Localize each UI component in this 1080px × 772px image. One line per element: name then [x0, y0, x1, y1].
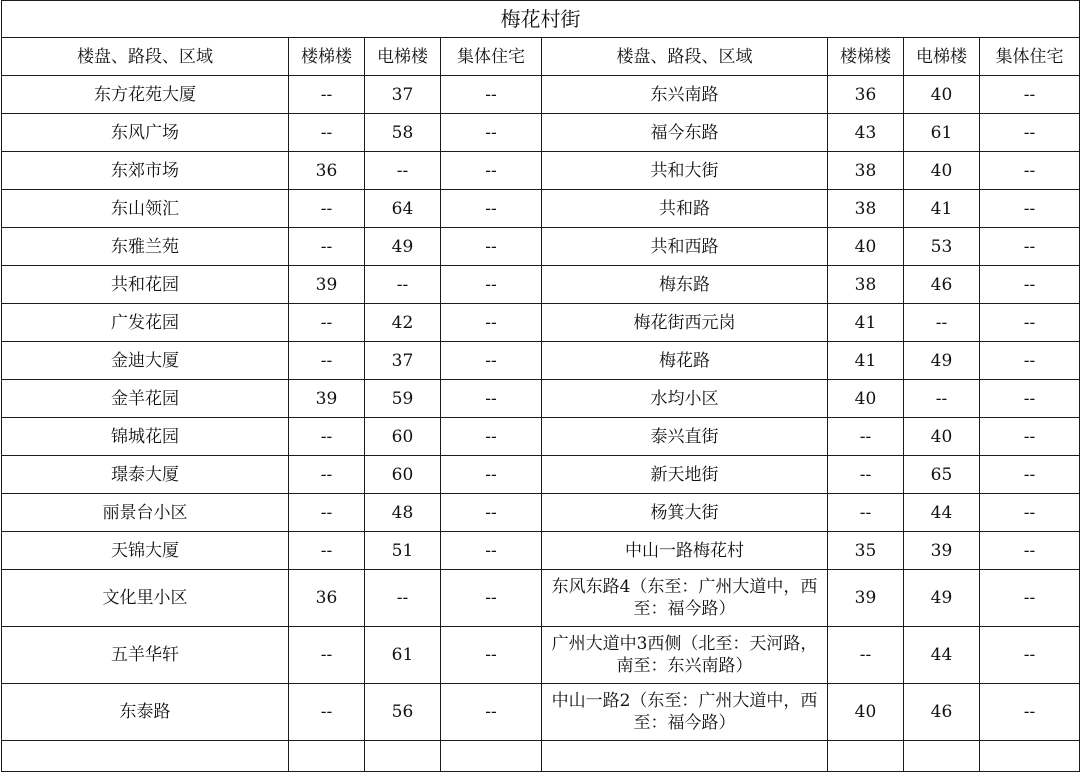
- header-cell: 楼梯楼: [289, 38, 365, 76]
- header-cell: 楼盘、路段、区域: [2, 38, 289, 76]
- table-cell: --: [441, 418, 542, 456]
- table-cell: --: [441, 228, 542, 266]
- table-cell: 36: [289, 152, 365, 190]
- table-cell: --: [289, 532, 365, 570]
- table-cell: [289, 741, 365, 772]
- table-cell: 51: [365, 532, 441, 570]
- table-cell: --: [980, 456, 1080, 494]
- table-cell: 新天地街: [542, 456, 828, 494]
- table-cell: 58: [365, 114, 441, 152]
- table-cell: --: [289, 228, 365, 266]
- table-cell: --: [289, 76, 365, 114]
- header-cell: 集体住宅: [441, 38, 542, 76]
- table-cell: 丽景台小区: [2, 494, 289, 532]
- table-cell: 44: [904, 627, 980, 684]
- table-cell: 46: [904, 684, 980, 741]
- table-cell: --: [289, 456, 365, 494]
- table-cell: 东泰路: [2, 684, 289, 741]
- table-row: [2, 228, 1080, 266]
- table-row: [2, 304, 1080, 342]
- header-row: [2, 38, 1080, 76]
- table-cell: 广发花园: [2, 304, 289, 342]
- table-cell: 东方花苑大厦: [2, 76, 289, 114]
- table-cell: --: [441, 266, 542, 304]
- header-cell: 楼梯楼: [828, 38, 904, 76]
- table-cell: 49: [904, 570, 980, 627]
- table-cell: --: [828, 627, 904, 684]
- table-cell: 东山领汇: [2, 190, 289, 228]
- table-cell: --: [441, 684, 542, 741]
- table-cell: 共和路: [542, 190, 828, 228]
- table-cell: [542, 741, 828, 772]
- table-cell: 锦城花园: [2, 418, 289, 456]
- table-cell: 泰兴直街: [542, 418, 828, 456]
- table-cell: 39: [904, 532, 980, 570]
- table-row-partial: [2, 741, 1080, 772]
- table-cell: 共和西路: [542, 228, 828, 266]
- table-row: [2, 380, 1080, 418]
- table-cell: --: [289, 114, 365, 152]
- table-cell: --: [980, 570, 1080, 627]
- table-row: [2, 190, 1080, 228]
- table-cell: 天锦大厦: [2, 532, 289, 570]
- table-cell: --: [980, 532, 1080, 570]
- table-cell: --: [828, 494, 904, 532]
- table-cell: 38: [828, 266, 904, 304]
- table-cell: 梅花路: [542, 342, 828, 380]
- table-cell: --: [980, 266, 1080, 304]
- table-cell: [441, 741, 542, 772]
- table-cell: 梅花街西元岗: [542, 304, 828, 342]
- table-cell: 41: [828, 342, 904, 380]
- header-cell: 楼盘、路段、区域: [542, 38, 828, 76]
- table-cell: --: [980, 380, 1080, 418]
- table-cell: 39: [828, 570, 904, 627]
- table-cell: 金迪大厦: [2, 342, 289, 380]
- table-cell: 五羊华轩: [2, 627, 289, 684]
- table-cell: --: [441, 532, 542, 570]
- table-cell: --: [828, 456, 904, 494]
- table-cell: [365, 741, 441, 772]
- table-cell: --: [289, 684, 365, 741]
- table-cell: 40: [828, 380, 904, 418]
- table-cell: --: [365, 570, 441, 627]
- table-cell: --: [441, 627, 542, 684]
- table-cell: 61: [904, 114, 980, 152]
- table-cell: 共和大街: [542, 152, 828, 190]
- table-cell: 36: [289, 570, 365, 627]
- table-cell: 金羊花园: [2, 380, 289, 418]
- table-row: [2, 456, 1080, 494]
- table-cell: --: [441, 76, 542, 114]
- table-cell: --: [828, 418, 904, 456]
- table-cell: --: [980, 228, 1080, 266]
- table-cell: 中山一路梅花村: [542, 532, 828, 570]
- table-cell: 41: [904, 190, 980, 228]
- table-cell: 48: [365, 494, 441, 532]
- table-cell: 38: [828, 190, 904, 228]
- table-row: [2, 342, 1080, 380]
- table-cell: 61: [365, 627, 441, 684]
- table-cell: --: [980, 190, 1080, 228]
- table-cell: 42: [365, 304, 441, 342]
- price-table: [1, 0, 1080, 772]
- table-cell: --: [289, 342, 365, 380]
- table-cell: --: [980, 342, 1080, 380]
- table-cell: --: [289, 418, 365, 456]
- table-cell: 广州大道中3西侧（北至：天河路，南至：东兴南路）: [542, 627, 828, 684]
- table-cell: --: [441, 494, 542, 532]
- table-cell: --: [441, 570, 542, 627]
- table-cell: 38: [828, 152, 904, 190]
- table-cell: [828, 741, 904, 772]
- table-cell: 中山一路2（东至：广州大道中，西至：福今路）: [542, 684, 828, 741]
- table-cell: 60: [365, 418, 441, 456]
- table-cell: --: [441, 114, 542, 152]
- table-cell: 39: [289, 266, 365, 304]
- table-cell: 41: [828, 304, 904, 342]
- table-cell: [980, 741, 1080, 772]
- table-row: [2, 627, 1080, 684]
- table-row: [2, 570, 1080, 627]
- table-cell: 40: [904, 76, 980, 114]
- header-cell: 电梯楼: [904, 38, 980, 76]
- table-cell: --: [980, 494, 1080, 532]
- table-cell: 59: [365, 380, 441, 418]
- table-cell: 40: [904, 152, 980, 190]
- table-row: [2, 684, 1080, 741]
- table-row: [2, 266, 1080, 304]
- table-cell: --: [441, 456, 542, 494]
- table-cell: [2, 741, 289, 772]
- table-cell: --: [441, 304, 542, 342]
- table-cell: 43: [828, 114, 904, 152]
- table-cell: 35: [828, 532, 904, 570]
- table-row: [2, 494, 1080, 532]
- table-cell: 东风广场: [2, 114, 289, 152]
- table-cell: 53: [904, 228, 980, 266]
- table-row: [2, 152, 1080, 190]
- table-cell: 东雅兰苑: [2, 228, 289, 266]
- table-cell: --: [904, 304, 980, 342]
- table-cell: 37: [365, 342, 441, 380]
- table-cell: 东郊市场: [2, 152, 289, 190]
- table-cell: --: [980, 418, 1080, 456]
- table-cell: --: [980, 114, 1080, 152]
- table-cell: --: [441, 152, 542, 190]
- table-cell: --: [289, 494, 365, 532]
- header-cell: 集体住宅: [980, 38, 1080, 76]
- table-cell: 璟泰大厦: [2, 456, 289, 494]
- table-cell: 东兴南路: [542, 76, 828, 114]
- table-cell: --: [904, 380, 980, 418]
- table-cell: 64: [365, 190, 441, 228]
- table-cell: 梅东路: [542, 266, 828, 304]
- table-cell: --: [365, 152, 441, 190]
- table-row: [2, 114, 1080, 152]
- table-cell: --: [980, 684, 1080, 741]
- table-cell: 文化里小区: [2, 570, 289, 627]
- table-cell: 39: [289, 380, 365, 418]
- table-cell: --: [980, 76, 1080, 114]
- table-cell: 水均小区: [542, 380, 828, 418]
- table-cell: --: [289, 627, 365, 684]
- table-row: [2, 532, 1080, 570]
- table-row: [2, 76, 1080, 114]
- table-cell: 共和花园: [2, 266, 289, 304]
- table-row: [2, 418, 1080, 456]
- table-cell: 56: [365, 684, 441, 741]
- table-cell: --: [365, 266, 441, 304]
- table-cell: --: [980, 152, 1080, 190]
- table-cell: 44: [904, 494, 980, 532]
- table-cell: --: [980, 304, 1080, 342]
- table-cell: 杨箕大街: [542, 494, 828, 532]
- table-cell: 60: [365, 456, 441, 494]
- table-cell: 46: [904, 266, 980, 304]
- table-cell: 36: [828, 76, 904, 114]
- table-cell: --: [980, 627, 1080, 684]
- table-cell: --: [441, 190, 542, 228]
- table-cell: --: [289, 190, 365, 228]
- header-cell: 电梯楼: [365, 38, 441, 76]
- table-cell: 40: [904, 418, 980, 456]
- table-cell: 福今东路: [542, 114, 828, 152]
- table-cell: 40: [828, 684, 904, 741]
- table-cell: 65: [904, 456, 980, 494]
- title-row: [2, 1, 1080, 38]
- table-cell: 49: [365, 228, 441, 266]
- table-cell: 49: [904, 342, 980, 380]
- table-title: 梅花村街: [2, 1, 1080, 38]
- table-cell: 东风东路4（东至：广州大道中，西至：福今路）: [542, 570, 828, 627]
- table-cell: 37: [365, 76, 441, 114]
- table-cell: [904, 741, 980, 772]
- table-cell: --: [441, 342, 542, 380]
- table-cell: --: [441, 380, 542, 418]
- table-cell: 40: [828, 228, 904, 266]
- table-cell: --: [289, 304, 365, 342]
